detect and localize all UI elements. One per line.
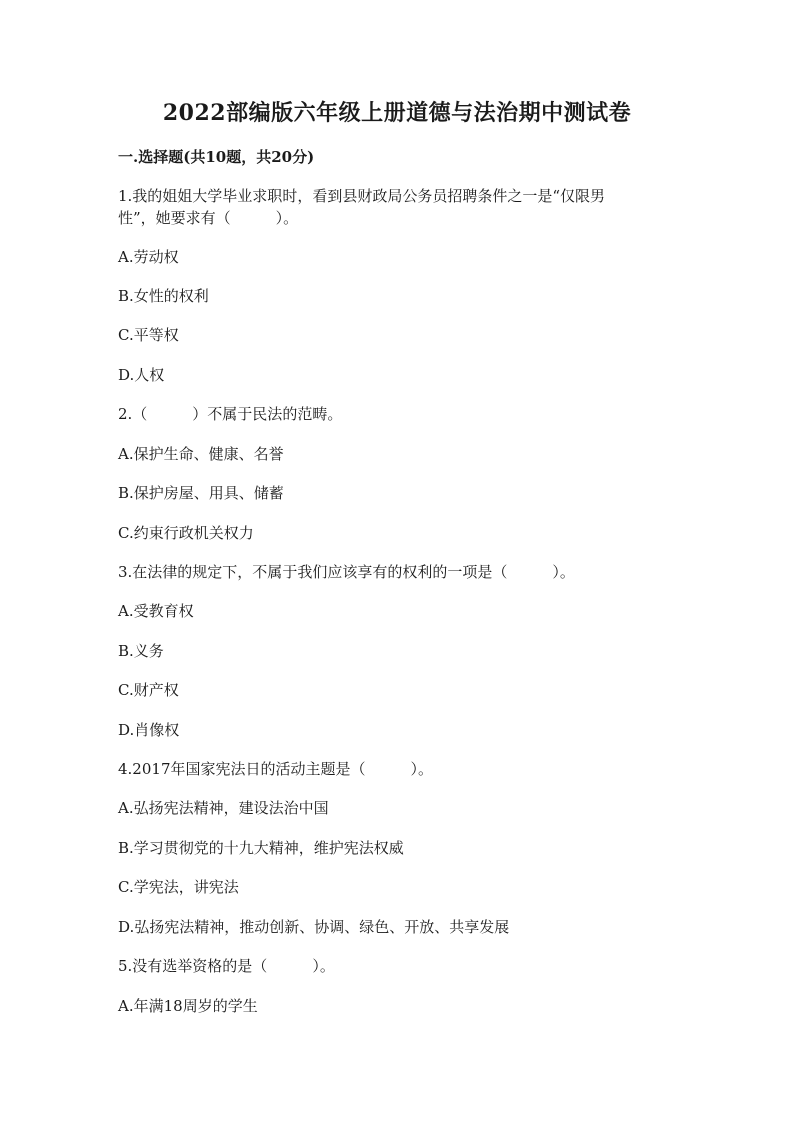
question-4-stem: 4.2017年国家宪法日的活动主题是（ ）。 [118, 760, 433, 778]
question-3-option-d: D.肖像权 [118, 721, 180, 739]
question-5-stem: 5.没有选举资格的是（ ）。 [118, 957, 335, 975]
question-5-option-a: A.年满18周岁的学生 [118, 997, 258, 1015]
question-1-option-d: D.人权 [118, 366, 165, 384]
question-1-option-b: B.女性的权利 [118, 287, 209, 305]
question-3-option-a: A.受教育权 [118, 602, 194, 620]
question-2-stem: 2.（ ）不属于民法的范畴。 [118, 405, 343, 423]
question-1-option-a: A.劳动权 [118, 248, 179, 266]
question-2-option-b: B.保护房屋、用具、储蓄 [118, 484, 284, 502]
question-1-option-c: C.平等权 [118, 326, 179, 344]
question-4-option-a: A.弘扬宪法精神，建设法治中国 [118, 799, 329, 817]
question-4-option-b: B.学习贯彻党的十九大精神，维护宪法权威 [118, 839, 404, 857]
question-3-option-c: C.财产权 [118, 681, 179, 699]
question-4-option-d: D.弘扬宪法精神，推动创新、协调、绿色、开放、共享发展 [118, 918, 510, 936]
page-title: 2022部编版六年级上册道德与法治期中测试卷 [162, 100, 632, 126]
question-2-option-c: C.约束行政机关权力 [118, 524, 254, 542]
question-3-stem: 3.在法律的规定下，不属于我们应该享有的权利的一项是（ ）。 [118, 563, 575, 581]
question-4-option-c: C.学宪法，讲宪法 [118, 878, 239, 896]
question-2-option-a: A.保护生命、健康、名誉 [118, 445, 284, 463]
question-3-option-b: B.义务 [118, 642, 164, 660]
question-1-stem-line-1: 1.我的姐姐大学毕业求职时，看到县财政局公务员招聘条件之一是“仅限男 [118, 187, 605, 205]
section-heading: 一.选择题(共10题，共20分) [118, 148, 315, 166]
question-1-stem-line-2: 性”，她要求有（ ）。 [118, 209, 299, 227]
